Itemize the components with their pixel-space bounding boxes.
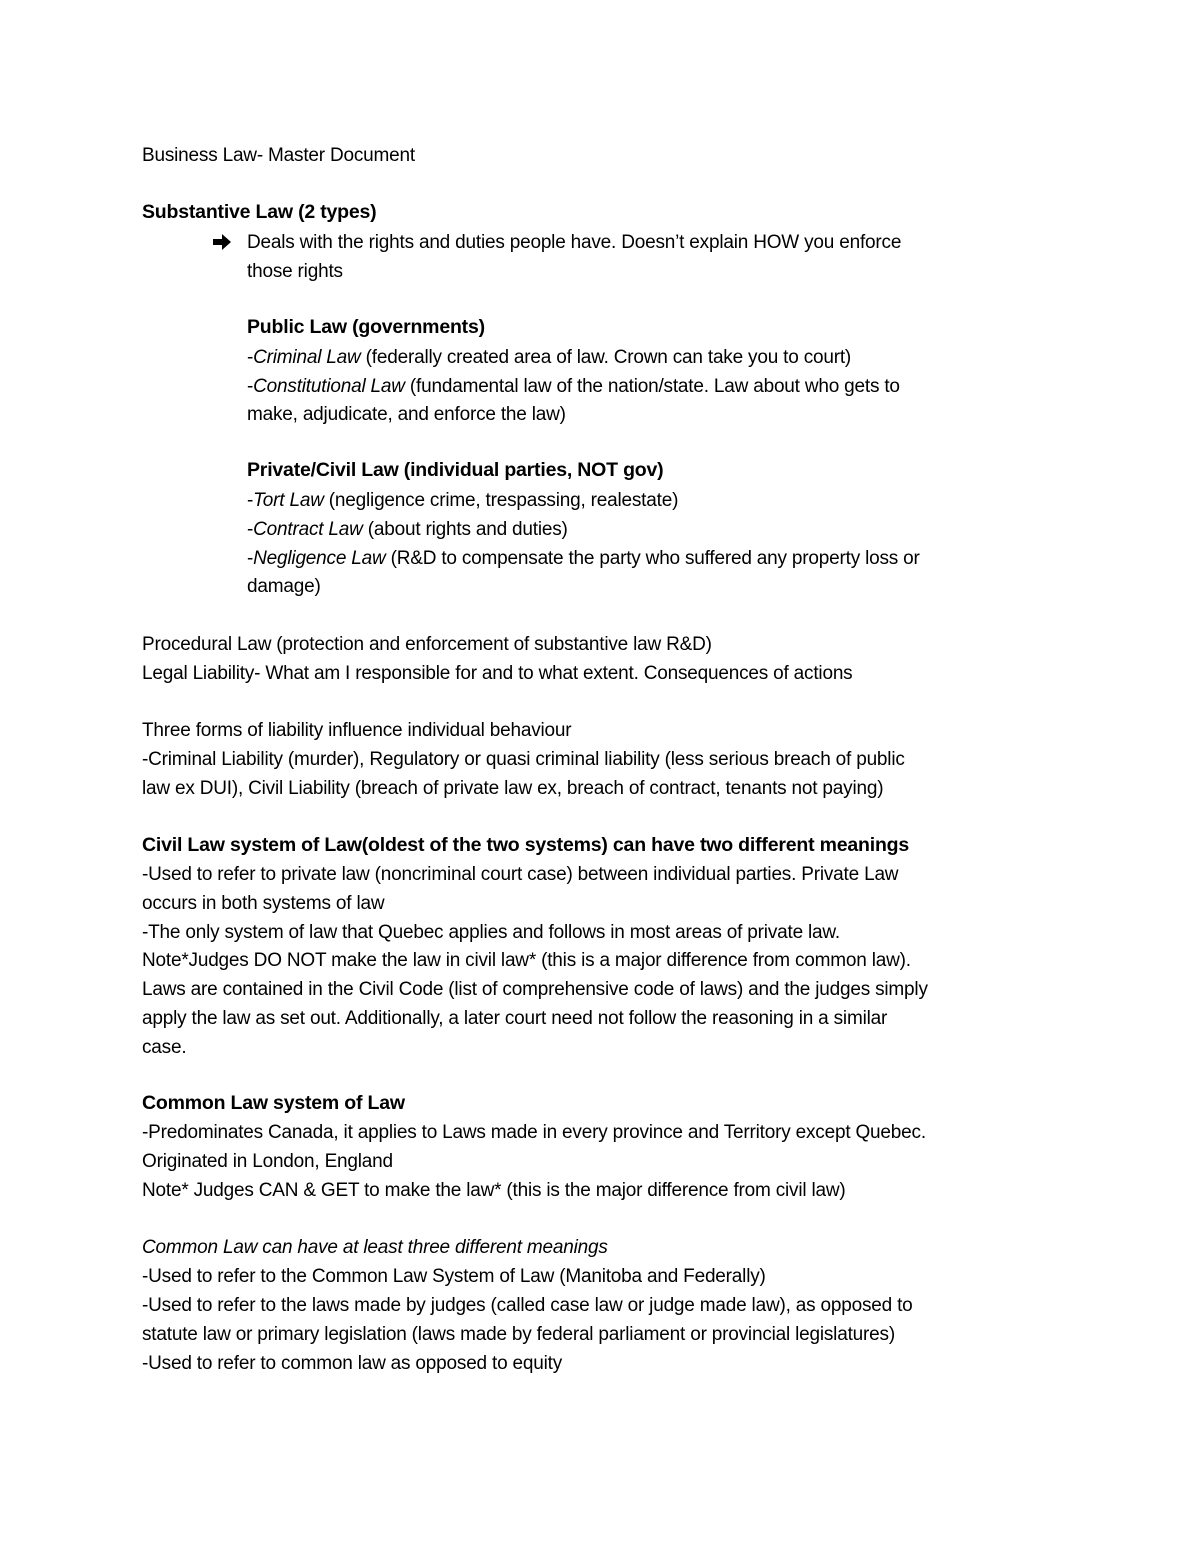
civil-system-line: -The only system of law that Quebec applies and follows in most areas of private law. [142,922,840,943]
substantive-bullet-line1: Deals with the rights and duties people have. Doesn’t explain HOW you enforce [247,232,902,253]
legal-liability-line: Legal Liability- What am I responsible for and to what extent. Consequences of actions [142,663,853,684]
public-law-heading: Public Law (governments) [247,316,485,338]
private-law-heading: Private/Civil Law (individual parties, NOT gov) [247,459,664,481]
common-meanings-heading: Common Law can have at least three different meanings [142,1237,608,1258]
liability-line3: law ex DUI), Civil Liability (breach of private law ex, breach of contract, tenants not paying) [142,778,884,799]
tort-law-line: -Tort Law (negligence crime, trespassing, realestate) [247,490,679,511]
common-system-line: Originated in London, England [142,1151,393,1172]
common-system-heading: Common Law system of Law [142,1092,405,1114]
common-system-line: -Predominates Canada, it applies to Laws made in every province and Territory except Quebec. [142,1122,926,1143]
constitutional-law-line: -Constitutional Law (fundamental law of the nation/state. Law about who gets to [247,376,900,397]
civil-system-line: occurs in both systems of law [142,893,385,914]
common-meanings-line: statute law or primary legislation (laws made by federal parliament or provincial legislatures) [142,1324,895,1345]
tort-law-term: Tort Law [253,490,324,511]
civil-system-heading: Civil Law system of Law(oldest of the two systems) can have two different meanings [142,834,910,856]
document-title: Business Law- Master Document [142,145,415,166]
civil-system-line: Laws are contained in the Civil Code (list of comprehensive code of laws) and the judges simply [142,979,928,1000]
civil-system-line: -Used to refer to private law (noncriminal court case) between individual parties. Private Law [142,864,899,885]
common-meanings-line: -Used to refer to common law as opposed to equity [142,1353,563,1374]
contract-law-term: Contract Law [253,519,363,540]
substantive-bullet-line2: those rights [247,261,343,282]
common-meanings-line: -Used to refer to the Common Law System of Law (Manitoba and Federally) [142,1266,766,1287]
constitutional-law-line2: make, adjudicate, and enforce the law) [247,404,566,425]
civil-system-line: Note*Judges DO NOT make the law in civil law* (this is a major difference from common law). [142,950,911,971]
civil-system-line: case. [142,1037,187,1058]
criminal-law-line: -Criminal Law (federally created area of law. Crown can take you to court) [247,347,852,368]
common-meanings-line: -Used to refer to the laws made by judges (called case law or judge made law), as opposed to [142,1295,913,1316]
liability-intro-line: Three forms of liability influence individual behaviour [142,720,572,741]
criminal-law-term: Criminal Law [253,347,361,368]
civil-system-line: apply the law as set out. Additionally, a later court need not follow the reasoning in a similar [142,1008,888,1029]
substantive-law-heading: Substantive Law (2 types) [142,201,377,223]
negligence-law-term: Negligence Law [253,548,386,569]
contract-law-line: -Contract Law (about rights and duties) [247,519,568,540]
procedural-law-line: Procedural Law (protection and enforcement of substantive law R&D) [142,634,712,655]
liability-line2: -Criminal Liability (murder), Regulatory or quasi criminal liability (less serious breach of public [142,749,905,770]
negligence-law-line2: damage) [247,576,321,597]
right-arrow-icon [211,231,233,253]
common-system-line: Note* Judges CAN & GET to make the law* (this is the major difference from civil law) [142,1180,846,1201]
negligence-law-line: -Negligence Law (R&D to compensate the party who suffered any property loss or [247,548,920,569]
constitutional-law-term: Constitutional Law [253,376,405,397]
